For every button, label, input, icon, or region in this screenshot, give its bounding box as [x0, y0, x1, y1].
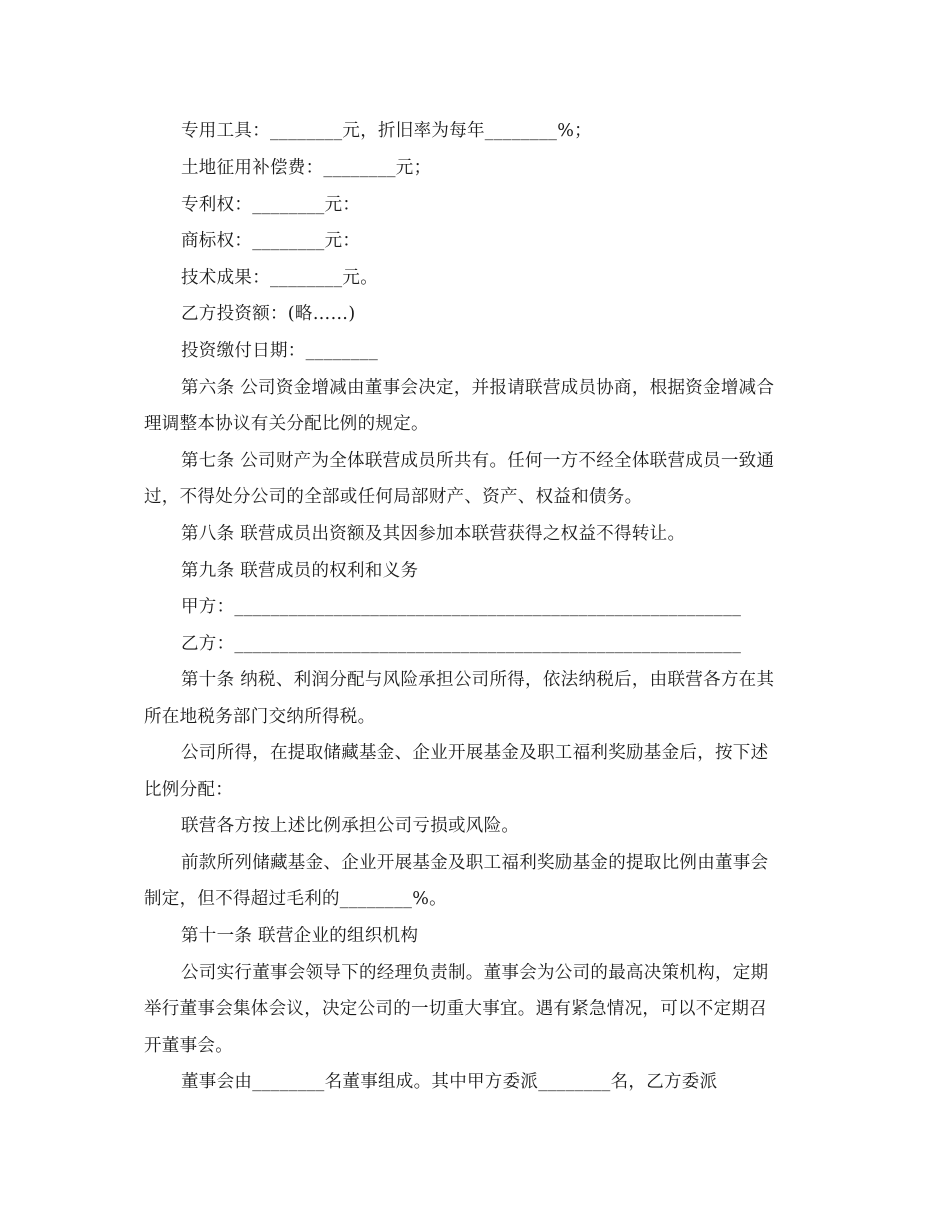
text-line-tools: 专用工具：________元，折旧率为每年________%；	[181, 121, 592, 141]
article-10-line-1: 第十条 纳税、利润分配与风险承担公司所得，依法纳税后，由联营各方在其	[181, 670, 775, 690]
text-line-land-compensation: 土地征用补偿费：________元；	[181, 158, 432, 178]
fund-ratio-line-1: 前款所列储藏基金、企业开展基金及职工福利奖励基金的提取比例由董事会	[181, 853, 769, 873]
text-line-tech-results: 技术成果：________元。	[181, 268, 378, 288]
article-6-line-2: 理调整本协议有关分配比例的规定。	[144, 414, 429, 434]
text-line-trademark: 商标权：________元：	[181, 231, 361, 251]
risk-sharing-line: 联营各方按上述比例承担公司亏损或风险。	[181, 816, 520, 836]
fund-ratio-line-2: 制定，但不得超过毛利的________%。	[144, 889, 447, 909]
party-a-line: 甲方：________________________________________________________	[181, 597, 742, 617]
text-line-patent: 专利权：________元：	[181, 195, 361, 215]
article-7-line-1: 第七条 公司财产为全体联营成员所共有。任何一方不经全体联营成员一致通	[181, 451, 775, 471]
text-line-payment-date: 投资缴付日期：________	[181, 341, 378, 361]
board-system-line-2: 举行董事会集体会议，决定公司的一切重大事宜。遇有紧急情况，可以不定期召	[144, 999, 767, 1019]
board-system-line-3: 开董事会。	[144, 1036, 233, 1056]
profit-distribution-line-1: 公司所得，在提取储藏基金、企业开展基金及职工福利奖励基金后，按下述	[181, 743, 769, 763]
article-11-heading: 第十一条 联营企业的组织机构	[181, 926, 419, 946]
article-8-line: 第八条 联营成员出资额及其因参加本联营获得之权益不得转让。	[181, 524, 686, 544]
article-7-line-2: 过，不得处分公司的全部或任何局部财产、资产、权益和债务。	[144, 487, 643, 507]
article-10-line-2: 所在地税务部门交纳所得税。	[144, 707, 376, 727]
board-system-line-1: 公司实行董事会领导下的经理负责制。董事会为公司的最高决策机构，定期	[181, 963, 769, 983]
article-6-line-1: 第六条 公司资金增减由董事会决定，并报请联营成员协商，根据资金增减合	[181, 378, 775, 398]
text-line-party-b-investment: 乙方投资额：(略……)	[181, 304, 356, 324]
board-composition-line: 董事会由________名董事组成。其中甲方委派________名，乙方委派	[181, 1072, 718, 1092]
party-b-line: 乙方：________________________________________________________	[181, 634, 742, 654]
profit-distribution-line-2: 比例分配：	[144, 780, 233, 800]
article-9-heading: 第九条 联营成员的权利和义务	[181, 561, 419, 581]
